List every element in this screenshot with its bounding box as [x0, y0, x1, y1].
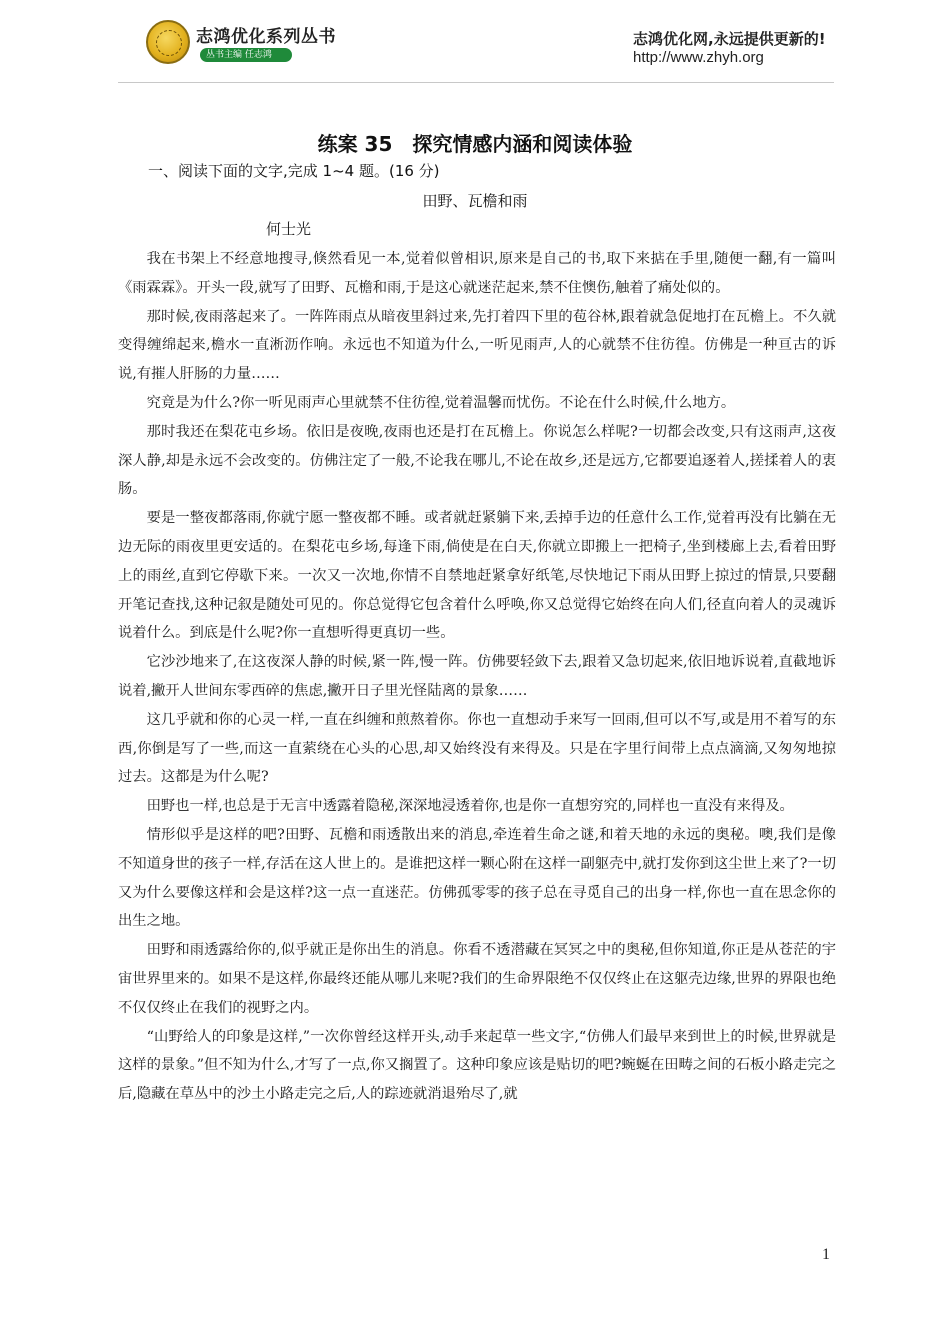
- logo-emblem: [156, 30, 182, 56]
- header-divider: [118, 82, 834, 83]
- series-editor-tag: 丛书主编 任志鸿: [200, 48, 292, 62]
- paragraph: 我在书架上不经意地搜寻,倏然看见一本,觉着似曾相识,原来是自己的书,取下来掂在手里,随便一翻,有一篇叫《雨霖霖》。开头一段,就写了田野、瓦檐和雨,于是这心就迷茫起来,禁不住懊伤,触着了痛处似的。: [118, 251, 836, 296]
- paragraph: 田野和雨透露给你的,似乎就正是你出生的消息。你看不透潜藏在冥冥之中的奥秘,但你知道,你正是从苍茫的宇宙世界里来的。如果不是这样,你最终还能从哪儿来呢?我们的生命界限绝不仅仅终止在这躯壳边缘,世界的界限也绝不仅仅终止在我们的视野之内。: [118, 942, 836, 1016]
- article-title: 田野、瓦檐和雨: [422, 192, 528, 210]
- paragraph: 它沙沙地来了,在这夜深人静的时候,紧一阵,慢一阵。仿佛要轻敛下去,跟着又急切起来,依旧地诉说着,直截地诉说着,撇开人世间东零西碎的焦虑,撇开日子里光怪陆离的景象……: [118, 654, 836, 699]
- paragraph: “山野给人的印象是这样,”一次你曾经这样开头,动手来起草一些文字,“仿佛人们最早来到世上的时候,世界就是这样的景象。”但不知为什么,才写了一点,你又搁置了。这种印象应该是贴切的吧?蜿蜒在田畴之间的石板小路走完之后,隐藏在草丛中的沙土小路走完之后,人的踪迹就消退殆尽了,就: [118, 1028, 836, 1103]
- article-body: [118, 245, 836, 1109]
- site-slogan: 志鸿优化网,永远提供更新的!: [633, 30, 826, 48]
- article-author: 何士光: [266, 220, 312, 238]
- page-title: 练案 35 探究情感内涵和阅读体验: [317, 132, 633, 156]
- paragraph: 究竟是为什么?你一听见雨声心里就禁不住彷徨,觉着温馨而忧伤。不论在什么时候,什么地方。: [146, 394, 736, 411]
- page-header: [0, 0, 950, 92]
- paragraph: 那时我还在梨花屯乡场。依旧是夜晚,夜雨也还是打在瓦檐上。你说怎么样呢?一切都会改变,只有这雨声,这夜深人静,却是永远不会改变的。仿佛注定了一般,不论我在哪儿,不论在故乡,还是远方,它都要追逐着人,搓揉着人的衷肠。: [118, 423, 836, 498]
- section-heading: 一、阅读下面的文字,完成 1~4 题。(16 分): [148, 162, 440, 180]
- publisher-logo-icon: [146, 20, 190, 64]
- paragraph: 田野也一样,也总是于无言中透露着隐秘,深深地浸透着你,也是你一直想穷究的,同样也一直没有来得及。: [146, 798, 794, 815]
- paragraph: 情形似乎是这样的吧?田野、瓦檐和雨透散出来的消息,牵连着生命之谜,和着天地的永远的奥秘。噢,我们是像不知道身世的孩子一样,存活在这人世上的。是谁把这样一颗心附在这样一副躯壳中,就打发你到这尘世上来了?一切又为什么要像这样和会是这样?这一点一直迷茫。仿佛孤零零的孩子总在寻觅自己的出身一样,你也一直在思念你的出生之地。: [118, 826, 836, 930]
- site-url-link[interactable]: http://www.zhyh.org: [633, 49, 764, 66]
- page-number: 1: [822, 1246, 830, 1263]
- paragraph: 那时候,夜雨落起来了。一阵阵雨点从暗夜里斜过来,先打着四下里的苞谷林,跟着就急促地打在瓦檐上。不久就变得缠绵起来,檐水一直淅沥作响。永远也不知道为什么,一听见雨声,人的心就禁不住彷徨。仿佛是一种亘古的诉说,有摧人肝肠的力量……: [118, 308, 836, 383]
- paragraph: 要是一整夜都落雨,你就宁愿一整夜都不睡。或者就赶紧躺下来,丢掉手边的任意什么工作,觉着再没有比躺在无边无际的雨夜里更安适的。在梨花屯乡场,每逢下雨,倘使是在白天,你就立即搬上一把椅子,坐到楼廊上去,看着田野上的雨丝,直到它停歇下来。一次又一次地,你情不自禁地赶紧拿好纸笔,尽快地记下雨从田野上掠过的情景,只要翻开笔记查找,这种记叙是随处可见的。你总觉得它包含着什么呼唤,你又总觉得它始终在向人们,径直向着人的灵魂诉说着什么。到底是什么呢?你一直想听得更真切一些。: [118, 510, 836, 642]
- series-title: 志鸿优化系列丛书: [196, 27, 336, 47]
- paragraph: 这几乎就和你的心灵一样,一直在纠缠和煎熬着你。你也一直想动手来写一回雨,但可以不写,或是用不着写的东西,你倒是写了一些,而这一直萦绕在心头的心思,却又始终没有来得及。只是在字里行间带上点点滴滴,又匆匆地掠过去。这都是为什么呢?: [118, 711, 836, 786]
